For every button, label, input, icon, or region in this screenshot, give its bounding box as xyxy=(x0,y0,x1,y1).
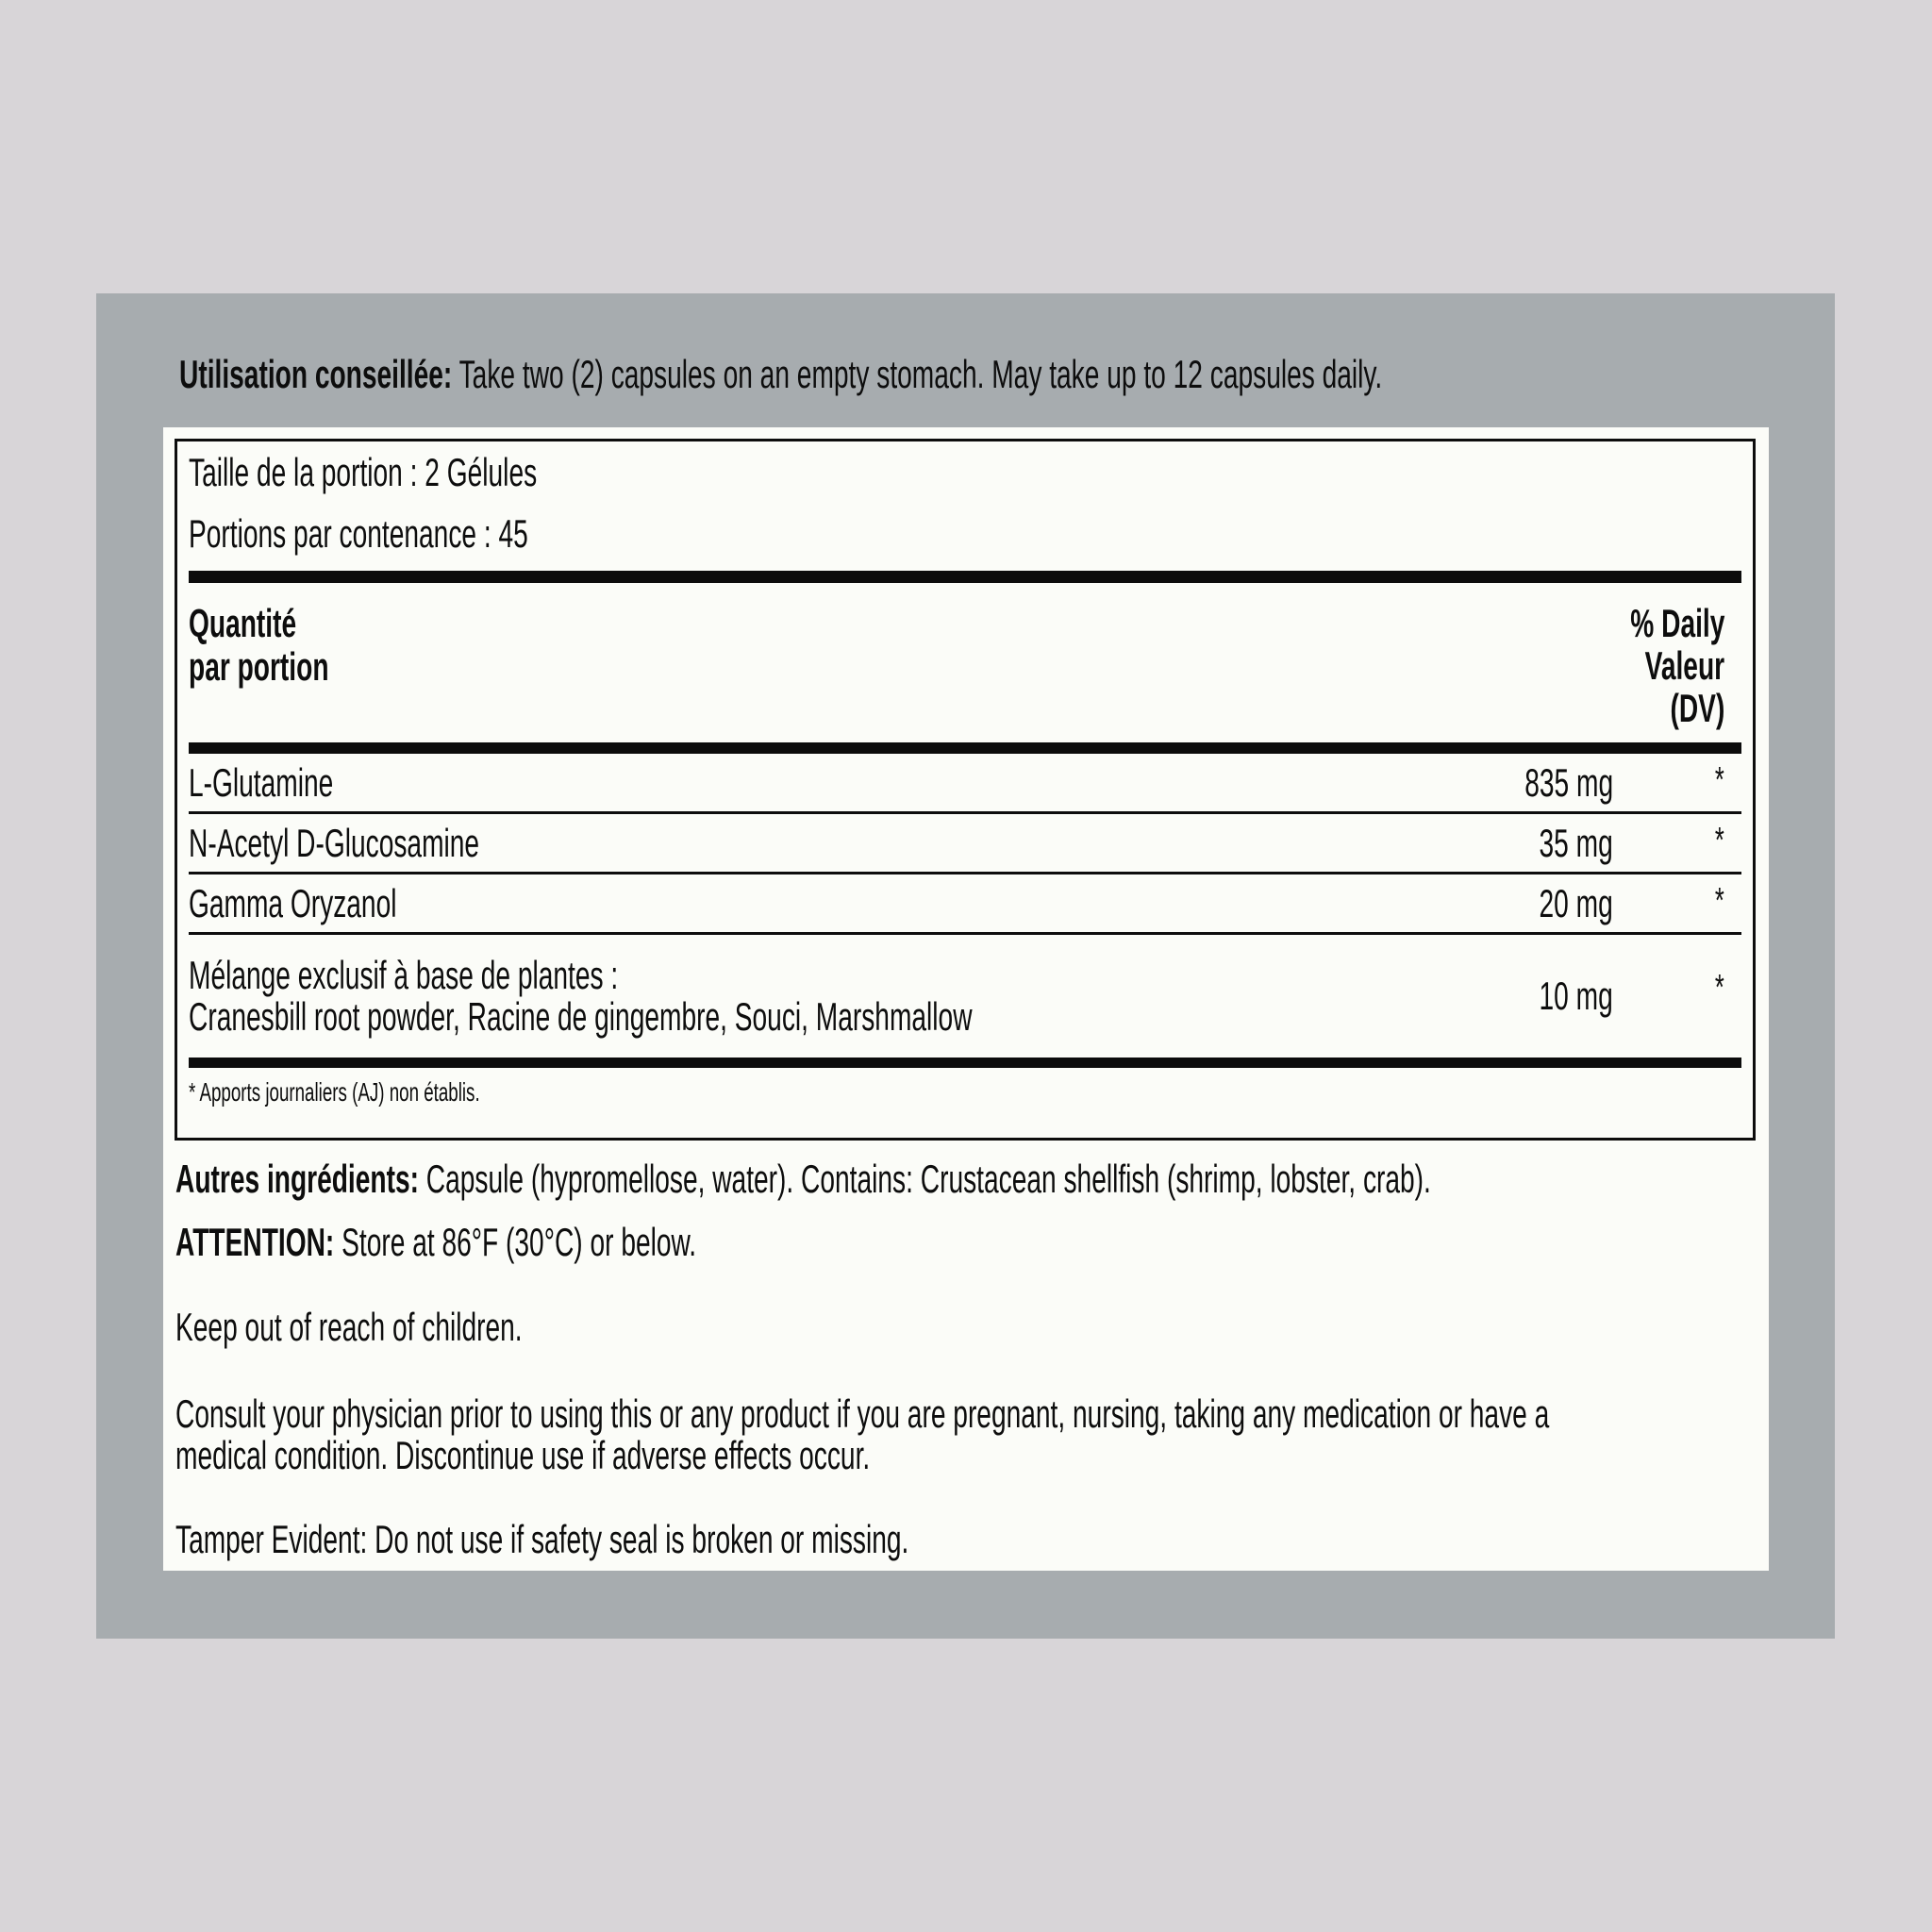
ingredient-amount: 835 mg xyxy=(1524,759,1613,805)
daily-value-asterisk: * xyxy=(1715,968,1724,1008)
supplement-facts-box xyxy=(175,439,1756,1141)
daily-value-asterisk: * xyxy=(1715,821,1724,860)
serving-size: Taille de la portion : 2 Gélules xyxy=(189,450,538,494)
daily-value-asterisk: * xyxy=(1715,881,1724,921)
daily-value-asterisk: * xyxy=(1715,760,1724,800)
usage-text: Take two (2) capsules on an empty stomach. May take up to 12 capsules daily. xyxy=(458,352,1383,396)
other-ingredients-label: Autres ingrédients: xyxy=(175,1157,419,1201)
usage-label: Utilisation conseillée: xyxy=(179,352,453,396)
other-ingredients xyxy=(175,1158,1932,1200)
ingredient-amount: 10 mg xyxy=(1539,974,1613,1018)
ingredient-name: Mélange exclusif à base de plantes : Cranesbill root powder, Racine de gingembre, Souci, Marshmallow xyxy=(189,953,973,1039)
table-row-blend xyxy=(189,935,1741,1058)
daily-value-header: % Daily Valeur (DV) xyxy=(1629,601,1724,730)
thick-divider-top xyxy=(189,571,1741,583)
ingredient-name: L-Glutamine xyxy=(189,759,334,805)
ingredient-name: Gamma Oryzanol xyxy=(189,880,397,925)
label-card xyxy=(163,427,1769,1571)
ingredient-name: N-Acetyl D-Glucosamine xyxy=(189,820,480,865)
thick-divider-bottom xyxy=(189,1058,1741,1068)
label-panel xyxy=(96,293,1835,1639)
consult-physician-note: Consult your physician prior to using this or any product if you are pregnant, nursing, taking any medication or have a medical condition. Discontinue use if adverse effects occur. xyxy=(175,1391,1550,1477)
tamper-evident-note: Tamper Evident: Do not use if safety seal is broken or missing. xyxy=(175,1517,909,1561)
daily-value-footnote: * Apports journaliers (AJ) non établis. xyxy=(189,1077,480,1107)
table-row xyxy=(189,814,1741,874)
other-ingredients-text: Capsule (hypromellose, water). Contains: Crustacean shellfish (shrimp, lobster, crab). xyxy=(425,1157,1431,1201)
thick-divider-header xyxy=(189,742,1741,754)
ingredient-amount: 20 mg xyxy=(1539,880,1613,925)
attention-note xyxy=(175,1222,953,1263)
table-row xyxy=(189,874,1741,935)
ingredient-amount: 35 mg xyxy=(1539,820,1613,865)
attention-label: ATTENTION: xyxy=(175,1220,335,1264)
table-row xyxy=(189,754,1741,814)
attention-text: Store at 86°F (30°C) or below. xyxy=(341,1220,697,1264)
keep-out-note: Keep out of reach of children. xyxy=(175,1305,523,1349)
servings-per-container: Portions par contenance : 45 xyxy=(189,511,528,556)
usage-directions xyxy=(179,353,1932,396)
amount-per-serving-header: Quantité par portion xyxy=(189,601,329,689)
table-header xyxy=(189,602,1741,729)
